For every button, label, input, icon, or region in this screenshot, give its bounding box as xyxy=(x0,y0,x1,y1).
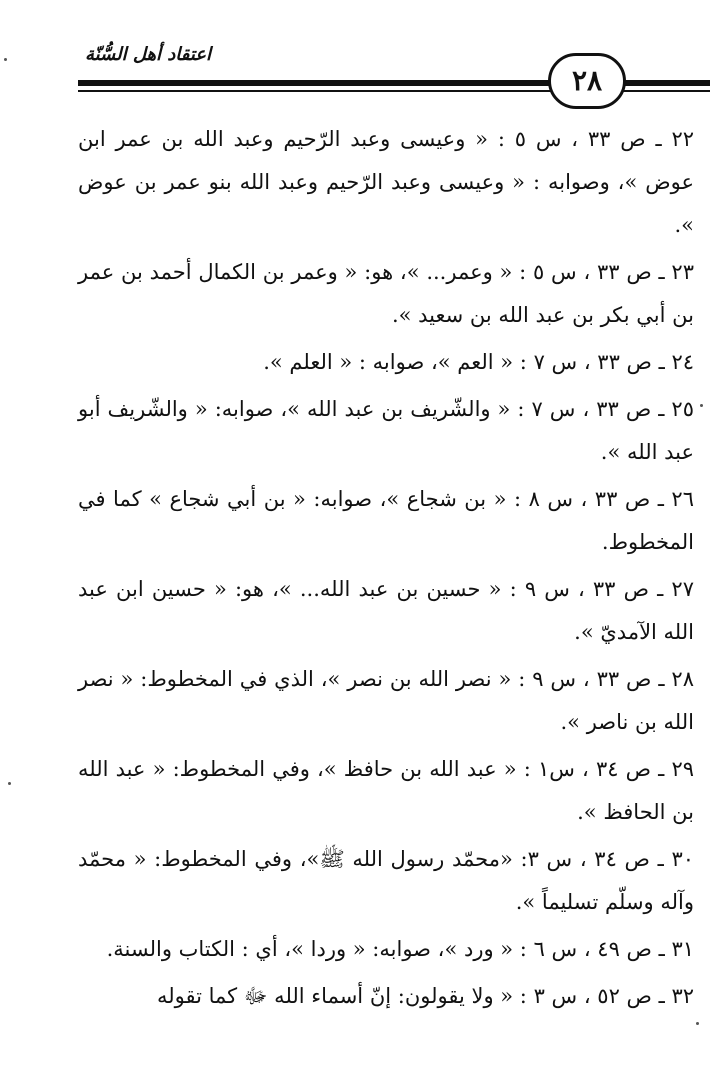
errata-entry-27: ٢٧ ـ ص ٣٣ ، س ٩ : « حسين بن عبد الله... »، هو: « حسين ابن عبد الله الآمديّ ». xyxy=(78,577,694,644)
running-title: اعتقاد أهل السُّنّة xyxy=(84,44,212,65)
scan-speck xyxy=(8,782,11,785)
errata-entry-22: ٢٢ ـ ص ٣٣ ، س ٥ : « وعيسى وعبد الرّحيم وعبد الله بن عمر ابن عوض »، وصوابه : « وعيسى وعبد الرّحيم وعبد الله بنو عمر بن عوض ». xyxy=(78,127,694,237)
errata-entry-32: ٣٢ ـ ص ٥٢ ، س ٣ : « ولا يقولون: إنّ أسماء الله ﷻ كما تقوله xyxy=(156,984,694,1008)
scan-speck xyxy=(4,58,7,61)
errata-entry-23: ٢٣ ـ ص ٣٣ ، س ٥ : « وعمر... »، هو: « وعمر بن الكمال أحمد بن عمر بن أبي بكر بن عبد الله بن سعيد ». xyxy=(78,260,694,327)
errata-entry-24: ٢٤ ـ ص ٣٣ ، س ٧ : « العم »، صوابه : « العلم ». xyxy=(263,350,694,374)
page-header xyxy=(78,40,710,100)
scan-speck xyxy=(696,1022,699,1025)
errata-entry-30: ٣٠ ـ ص ٣٤ ، س ٣: «محمّد رسول الله ﷺ»، وفي المخطوط: « محمّد وآله وسلّم تسليماً ». xyxy=(78,847,694,914)
errata-entry-29: ٢٩ ـ ص ٣٤ ، س١ : « عبد الله بن حافظ »، وفي المخطوط: « عبد الله بن الحافظ ». xyxy=(78,757,694,824)
errata-entry-31: ٣١ ـ ص ٤٩ ، س ٦ : « ورد »، صوابه: « وردا »، أي : الكتاب والسنة. xyxy=(106,937,694,961)
errata-entry-28: ٢٨ ـ ص ٣٣ ، س ٩ : « نصر الله بن نصر »، الذي في المخطوط: « نصر الله بن ناصر ». xyxy=(78,667,694,734)
page-number: ٢٨ xyxy=(548,53,626,109)
errata-list xyxy=(78,118,694,1022)
errata-entry-25: ٢٥ ـ ص ٣٣ ، س ٧ : « والشّريف بن عبد الله »، صوابه: « والشّريف أبو عبد الله ». xyxy=(78,397,694,464)
scan-speck xyxy=(700,404,703,407)
errata-entry-26: ٢٦ ـ ص ٣٣ ، س ٨ : « بن شجاع »، صوابه: « بن أبي شجاع » كما في المخطوط. xyxy=(78,487,694,554)
